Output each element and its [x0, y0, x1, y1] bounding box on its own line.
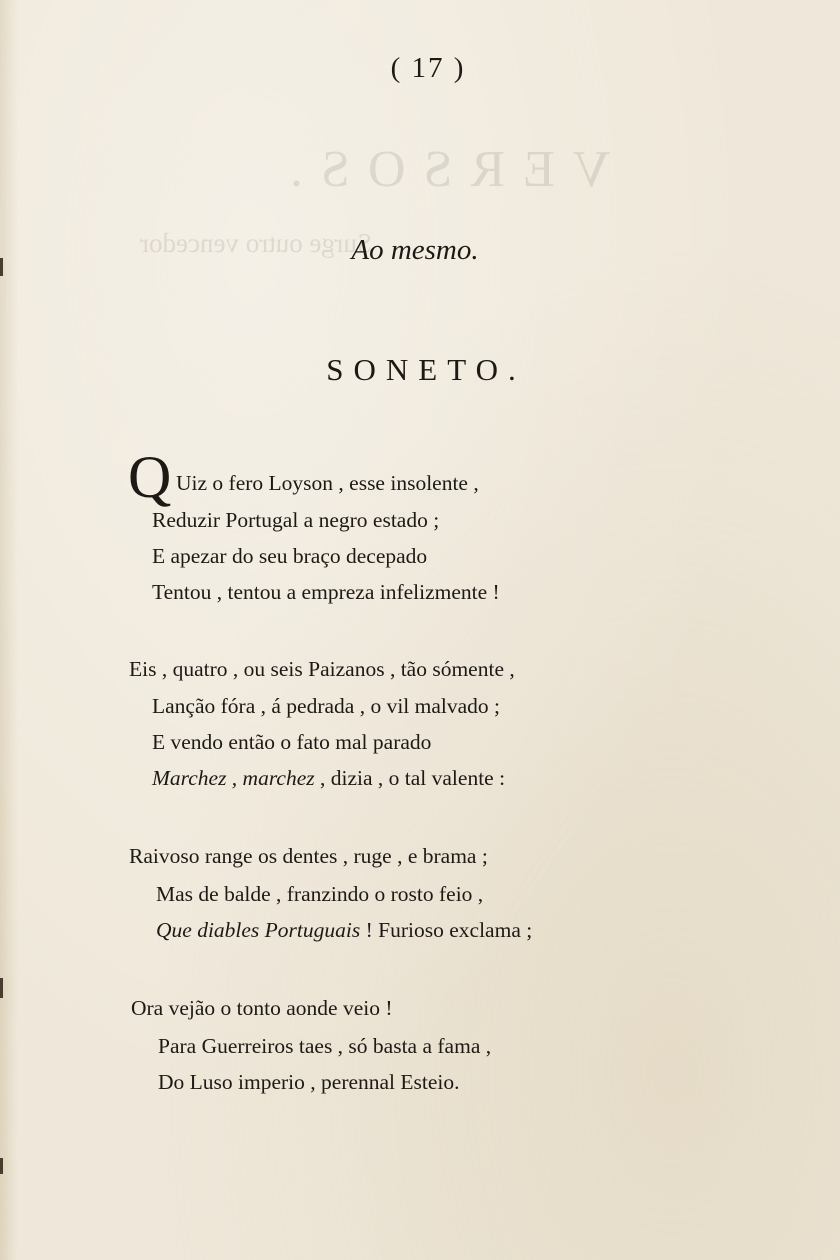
poem-line: Eis , quatro , ou seis Paizanos , tão sómente ,	[129, 657, 515, 681]
poem-line: E vendo então o fato mal parado	[152, 730, 432, 754]
drop-cap: Q	[128, 444, 172, 510]
poem-heading: Ao mesmo.	[351, 234, 479, 266]
poem-line	[156, 920, 532, 942]
line-rest: ! Furioso exclama ;	[365, 918, 533, 942]
poem-line: E apezar do seu braço decepado	[152, 544, 428, 568]
french-quote: Marchez , marchez	[152, 766, 315, 790]
poem-line: Raivoso range os dentes , ruge , e brama ;	[129, 844, 488, 868]
french-quote: Que diables Portuguais	[156, 918, 361, 942]
line-rest: , dizia , o tal valente :	[319, 766, 506, 790]
edge-mark	[0, 978, 3, 998]
poem-line: Uiz o fero Loyson , esse insolente ,	[176, 471, 479, 495]
poem-line: Do Luso imperio , perennal Esteio.	[158, 1070, 460, 1094]
poem-line: Para Guerreiros taes , só basta a fama ,	[158, 1034, 492, 1058]
poem-line: Ora vejão o tonto aonde veio !	[131, 996, 393, 1020]
poem-line: Mas de balde , franzindo o rosto feio ,	[156, 882, 484, 906]
poem-line	[152, 768, 505, 790]
poem-line: Reduzir Portugal a negro estado ;	[152, 508, 440, 532]
bleed-through-text: Surge outro vencedor	[140, 228, 372, 258]
bleed-through-text: VERSOS.	[272, 141, 611, 198]
poem-title: SONETO.	[326, 352, 526, 387]
poem-line: Tentou , tentou a empreza infelizmente !	[152, 580, 500, 604]
poem-line: Lanção fóra , á pedrada , o vil malvado ;	[152, 694, 501, 718]
page-number: ( 17 )	[390, 52, 466, 84]
edge-mark	[0, 1158, 3, 1174]
